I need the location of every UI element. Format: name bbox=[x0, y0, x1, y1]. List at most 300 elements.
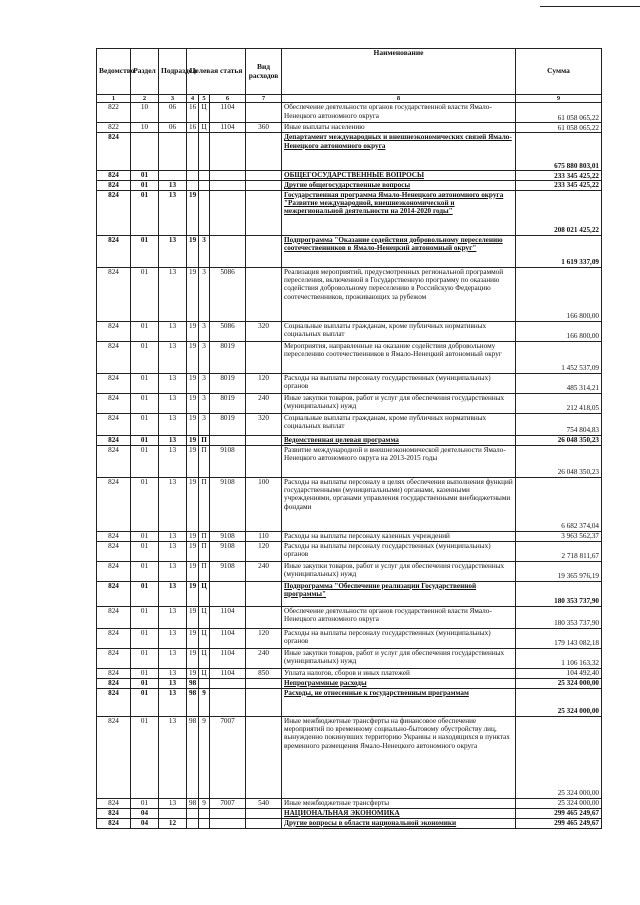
cell-expense-type bbox=[246, 688, 282, 716]
cell-subprogram bbox=[199, 678, 210, 688]
cell-subprogram: Ц bbox=[199, 648, 210, 668]
cell-article bbox=[210, 818, 246, 828]
cell-sum: 26 048 350,23 bbox=[516, 445, 602, 477]
cell-department: 822 bbox=[97, 103, 131, 123]
cell-subsection: 13 bbox=[159, 628, 187, 648]
cell-subsection: 13 bbox=[159, 668, 187, 678]
cell-article bbox=[210, 190, 246, 235]
cell-sum: 2 718 811,67 bbox=[516, 541, 602, 561]
cell-section bbox=[131, 133, 159, 171]
cell-program bbox=[187, 171, 199, 181]
cell-sum: 1 452 537,09 bbox=[516, 341, 602, 373]
cell-article bbox=[210, 133, 246, 171]
cell-department: 824 bbox=[97, 818, 131, 828]
cell-program: 19 bbox=[187, 561, 199, 581]
cell-department: 824 bbox=[97, 531, 131, 541]
cell-expense-type bbox=[246, 445, 282, 477]
cell-name: ОБЩЕГОСУДАРСТВЕННЫЕ ВОПРОСЫ bbox=[282, 171, 516, 181]
cell-sum: 25 324 000,00 bbox=[516, 688, 602, 716]
cell-department: 824 bbox=[97, 373, 131, 393]
table-row bbox=[97, 123, 602, 133]
cell-subprogram bbox=[199, 133, 210, 171]
cell-section: 01 bbox=[131, 171, 159, 181]
cell-sum: 180 353 737,90 bbox=[516, 606, 602, 628]
cell-name: Иные закупки товаров, работ и услуг для обеспечения государственных (муниципальных) нужд bbox=[282, 561, 516, 581]
cell-name: Другие общегосударственные вопросы bbox=[282, 181, 516, 190]
cell-section: 01 bbox=[131, 321, 159, 341]
table-row bbox=[97, 235, 602, 267]
cell-sum: 166 800,00 bbox=[516, 321, 602, 341]
cell-section: 01 bbox=[131, 541, 159, 561]
table-row bbox=[97, 541, 602, 561]
cell-expense-type: 120 bbox=[246, 628, 282, 648]
cell-sum: 233 345 425,22 bbox=[516, 181, 602, 190]
cell-sum: 61 058 065,22 bbox=[516, 123, 602, 133]
cell-department: 824 bbox=[97, 798, 131, 808]
cell-name: Государственная программа Ямало-Ненецкого автономного округа "Развитие международной, внешнеэкономической и межрегиональной деятельности на 2014-2020 годы" bbox=[282, 190, 516, 235]
cell-expense-type bbox=[246, 818, 282, 828]
cell-article: 7007 bbox=[210, 716, 246, 798]
cell-section: 01 bbox=[131, 341, 159, 373]
header-target-article: Целевая статья bbox=[187, 49, 246, 95]
cell-sum: 25 324 000,00 bbox=[516, 716, 602, 798]
cell-name: Расходы, не отнесенные к государственным программам bbox=[282, 688, 516, 716]
cell-department: 824 bbox=[97, 688, 131, 716]
cell-expense-type bbox=[246, 190, 282, 235]
cell-department: 824 bbox=[97, 808, 131, 818]
table-row bbox=[97, 321, 602, 341]
cell-section: 01 bbox=[131, 531, 159, 541]
cell-department: 824 bbox=[97, 477, 131, 531]
cell-program: 19 bbox=[187, 235, 199, 267]
table-row bbox=[97, 716, 602, 798]
cell-subsection: 13 bbox=[159, 561, 187, 581]
cell-subprogram: Ц bbox=[199, 668, 210, 678]
cell-program: 19 bbox=[187, 668, 199, 678]
cell-section: 01 bbox=[131, 190, 159, 235]
cell-program: 19 bbox=[187, 541, 199, 561]
cell-article: 8019 bbox=[210, 393, 246, 413]
col-number: 2 bbox=[131, 95, 159, 103]
cell-program: 19 bbox=[187, 628, 199, 648]
cell-name: Расходы на выплаты персоналу государственных (муниципальных) органов bbox=[282, 541, 516, 561]
cell-subsection: 13 bbox=[159, 606, 187, 628]
cell-subprogram bbox=[199, 190, 210, 235]
cell-name: НАЦИОНАЛЬНАЯ ЭКОНОМИКА bbox=[282, 808, 516, 818]
cell-article bbox=[210, 581, 246, 606]
cell-expense-type bbox=[246, 171, 282, 181]
cell-subprogram: 3 bbox=[199, 413, 210, 435]
cell-section: 10 bbox=[131, 123, 159, 133]
cell-name: Подпрограмма "Оказание содействия добровольному переселению соотечественников в Ямало-Ненецкий автономный округ" bbox=[282, 235, 516, 267]
cell-section: 01 bbox=[131, 477, 159, 531]
cell-sum: 61 058 065,22 bbox=[516, 103, 602, 123]
cell-program: 19 bbox=[187, 531, 199, 541]
cell-expense-type: 110 bbox=[246, 531, 282, 541]
cell-section: 01 bbox=[131, 648, 159, 668]
cell-subprogram: П bbox=[199, 561, 210, 581]
cell-subprogram: 3 bbox=[199, 393, 210, 413]
cell-subprogram: П bbox=[199, 541, 210, 561]
cell-subprogram bbox=[199, 818, 210, 828]
cell-article: 9108 bbox=[210, 477, 246, 531]
table-row bbox=[97, 688, 602, 716]
cell-program: 19 bbox=[187, 477, 199, 531]
cell-subprogram: 9 bbox=[199, 798, 210, 808]
cell-section: 01 bbox=[131, 267, 159, 321]
cell-subsection bbox=[159, 171, 187, 181]
cell-name: Иные межбюджетные трансферты bbox=[282, 798, 516, 808]
cell-expense-type bbox=[246, 181, 282, 190]
cell-section: 01 bbox=[131, 628, 159, 648]
cell-subsection: 13 bbox=[159, 190, 187, 235]
cell-name: Социальные выплаты гражданам, кроме публичных нормативных социальных выплат bbox=[282, 413, 516, 435]
cell-expense-type: 120 bbox=[246, 373, 282, 393]
table-row bbox=[97, 103, 602, 123]
cell-expense-type bbox=[246, 581, 282, 606]
cell-sum: 25 324 000,00 bbox=[516, 678, 602, 688]
column-number-row bbox=[97, 95, 602, 103]
cell-subsection bbox=[159, 133, 187, 171]
cell-subprogram: 3 bbox=[199, 321, 210, 341]
cell-department: 824 bbox=[97, 321, 131, 341]
cell-subsection: 13 bbox=[159, 267, 187, 321]
cell-sum: 104 492,40 bbox=[516, 668, 602, 678]
cell-expense-type bbox=[246, 235, 282, 267]
cell-article bbox=[210, 808, 246, 818]
cell-program: 19 bbox=[187, 393, 199, 413]
table-row bbox=[97, 413, 602, 435]
cell-subsection: 13 bbox=[159, 581, 187, 606]
cell-section: 01 bbox=[131, 581, 159, 606]
cell-department: 824 bbox=[97, 190, 131, 235]
cell-sum: 180 353 737,90 bbox=[516, 581, 602, 606]
table-row bbox=[97, 808, 602, 818]
table-row bbox=[97, 678, 602, 688]
cell-department: 824 bbox=[97, 716, 131, 798]
cell-expense-type bbox=[246, 103, 282, 123]
cell-department: 824 bbox=[97, 341, 131, 373]
cell-department: 824 bbox=[97, 445, 131, 477]
cell-section: 01 bbox=[131, 678, 159, 688]
cell-program: 19 bbox=[187, 190, 199, 235]
cell-program: 19 bbox=[187, 373, 199, 393]
header-sum: Сумма bbox=[516, 49, 602, 95]
table-row bbox=[97, 267, 602, 321]
cell-name: Иные межбюджетные трансферты на финансовое обеспечение мероприятий по временному социально-бытовому обустройству лиц, вынужденно покинувших территорию Украины и находящихся в пунктах временного размещения Ямало-Ненецкого автономного округа bbox=[282, 716, 516, 798]
cell-program: 98 bbox=[187, 688, 199, 716]
cell-name: Расходы на выплаты персоналу государственных (муниципальных) органов bbox=[282, 373, 516, 393]
cell-name: Ведомственная целевая программа bbox=[282, 435, 516, 445]
cell-department: 824 bbox=[97, 171, 131, 181]
cell-program: 19 bbox=[187, 435, 199, 445]
cell-sum: 1 619 337,09 bbox=[516, 235, 602, 267]
cell-program: 19 bbox=[187, 413, 199, 435]
cell-name: Иные выплаты населению bbox=[282, 123, 516, 133]
table-row bbox=[97, 668, 602, 678]
cell-subsection: 13 bbox=[159, 648, 187, 668]
cell-subprogram: 3 bbox=[199, 373, 210, 393]
cell-sum: 6 682 374,04 bbox=[516, 477, 602, 531]
cell-subprogram: 3 bbox=[199, 235, 210, 267]
table-row bbox=[97, 628, 602, 648]
cell-article: 1104 bbox=[210, 103, 246, 123]
cell-program: 19 bbox=[187, 581, 199, 606]
cell-subprogram bbox=[199, 171, 210, 181]
cell-program: 98 bbox=[187, 798, 199, 808]
cell-department: 824 bbox=[97, 581, 131, 606]
cell-program bbox=[187, 818, 199, 828]
col-number: 6 bbox=[210, 95, 246, 103]
cell-department: 824 bbox=[97, 678, 131, 688]
cell-name: Другие вопросы в области национальной экономики bbox=[282, 818, 516, 828]
cell-sum: 179 143 082,18 bbox=[516, 628, 602, 648]
cell-program: 19 bbox=[187, 267, 199, 321]
cell-subsection: 13 bbox=[159, 413, 187, 435]
cell-subprogram: П bbox=[199, 531, 210, 541]
cell-name: Социальные выплаты гражданам, кроме публичных нормативных социальных выплат bbox=[282, 321, 516, 341]
cell-subsection: 13 bbox=[159, 798, 187, 808]
cell-subsection: 13 bbox=[159, 678, 187, 688]
cell-expense-type bbox=[246, 716, 282, 798]
cell-department: 824 bbox=[97, 541, 131, 561]
cell-article: 1104 bbox=[210, 668, 246, 678]
cell-section: 01 bbox=[131, 393, 159, 413]
cell-name: Иные закупки товаров, работ и услуг для обеспечения государственных (муниципальных) нужд bbox=[282, 648, 516, 668]
cell-expense-type: 240 bbox=[246, 648, 282, 668]
cell-subsection: 13 bbox=[159, 541, 187, 561]
cell-expense-type bbox=[246, 808, 282, 818]
cell-sum: 299 465 249,67 bbox=[516, 808, 602, 818]
col-number: 9 bbox=[516, 95, 602, 103]
col-number: 7 bbox=[246, 95, 282, 103]
cell-name: Подпрограмма "Обеспечение реализации Государственной программы" bbox=[282, 581, 516, 606]
cell-sum: 25 324 000,00 bbox=[516, 798, 602, 808]
cell-program: 16 bbox=[187, 123, 199, 133]
cell-article: 8019 bbox=[210, 341, 246, 373]
header-row bbox=[97, 49, 602, 95]
cell-program: 19 bbox=[187, 648, 199, 668]
cell-sum: 299 465 249,67 bbox=[516, 818, 602, 828]
cell-subprogram bbox=[199, 181, 210, 190]
cell-subsection: 13 bbox=[159, 445, 187, 477]
cell-sum: 3 963 562,37 bbox=[516, 531, 602, 541]
cell-subsection: 13 bbox=[159, 373, 187, 393]
cell-subsection: 13 bbox=[159, 531, 187, 541]
cell-article: 1104 bbox=[210, 123, 246, 133]
col-number: 3 bbox=[159, 95, 187, 103]
cell-expense-type bbox=[246, 341, 282, 373]
col-number: 1 bbox=[97, 95, 131, 103]
cell-department: 824 bbox=[97, 648, 131, 668]
cell-name: Мероприятия, направленные на оказание содействия добровольному переселению соотечественников в Ямало-Ненецкий автономный округ bbox=[282, 341, 516, 373]
cell-article: 1104 bbox=[210, 648, 246, 668]
table-row bbox=[97, 393, 602, 413]
cell-program: 98 bbox=[187, 716, 199, 798]
table-row bbox=[97, 798, 602, 808]
cell-subprogram: 3 bbox=[199, 341, 210, 373]
cell-name: Обеспечение деятельности органов государственной власти Ямало-Ненецкого автономного округа bbox=[282, 606, 516, 628]
cell-section: 01 bbox=[131, 445, 159, 477]
cell-expense-type: 540 bbox=[246, 798, 282, 808]
cell-department: 822 bbox=[97, 123, 131, 133]
cell-article: 1104 bbox=[210, 606, 246, 628]
cell-expense-type bbox=[246, 435, 282, 445]
cell-section: 04 bbox=[131, 818, 159, 828]
cell-expense-type: 240 bbox=[246, 393, 282, 413]
cell-department: 824 bbox=[97, 267, 131, 321]
cell-subsection: 13 bbox=[159, 393, 187, 413]
cell-section: 01 bbox=[131, 606, 159, 628]
header-expense-type: Вид расходов bbox=[246, 49, 282, 95]
cell-subprogram: П bbox=[199, 477, 210, 531]
table-row bbox=[97, 341, 602, 373]
cell-subsection: 06 bbox=[159, 123, 187, 133]
cell-name: Непрограммные расходы bbox=[282, 678, 516, 688]
cell-subprogram: П bbox=[199, 435, 210, 445]
cell-program: 19 bbox=[187, 321, 199, 341]
table-row bbox=[97, 373, 602, 393]
table-row bbox=[97, 181, 602, 190]
cell-section: 01 bbox=[131, 688, 159, 716]
cell-department: 824 bbox=[97, 668, 131, 678]
cell-name: Иные закупки товаров, работ и услуг для обеспечения государственных (муниципальных) нужд bbox=[282, 393, 516, 413]
cell-expense-type: 240 bbox=[246, 561, 282, 581]
cell-article: 9108 bbox=[210, 541, 246, 561]
cell-subsection bbox=[159, 808, 187, 818]
cell-sum: 208 021 425,22 bbox=[516, 190, 602, 235]
cell-subprogram: Ц bbox=[199, 628, 210, 648]
cell-subprogram: Ц bbox=[199, 581, 210, 606]
cell-section: 01 bbox=[131, 413, 159, 435]
cell-program bbox=[187, 133, 199, 171]
cell-expense-type bbox=[246, 678, 282, 688]
cell-subprogram: Ц bbox=[199, 103, 210, 123]
header-ved: Ведомство bbox=[97, 49, 131, 95]
cell-article: 5086 bbox=[210, 321, 246, 341]
cell-article bbox=[210, 435, 246, 445]
cell-article bbox=[210, 678, 246, 688]
cell-name: Уплата налогов, сборов и иных платежей bbox=[282, 668, 516, 678]
table-row bbox=[97, 445, 602, 477]
cell-article: 8019 bbox=[210, 413, 246, 435]
cell-expense-type: 120 bbox=[246, 541, 282, 561]
cell-department: 824 bbox=[97, 413, 131, 435]
cell-expense-type bbox=[246, 133, 282, 171]
cell-sum: 26 048 350,23 bbox=[516, 435, 602, 445]
cell-department: 824 bbox=[97, 393, 131, 413]
header-razdel: Раздел bbox=[131, 49, 159, 95]
cell-expense-type: 850 bbox=[246, 668, 282, 678]
cell-program bbox=[187, 808, 199, 818]
cell-subprogram: 9 bbox=[199, 716, 210, 798]
cell-name: Департамент международных и внешнеэкономических связей Ямало-Ненецкого автономного округа bbox=[282, 133, 516, 171]
cell-subsection: 13 bbox=[159, 435, 187, 445]
col-number: 8 bbox=[282, 95, 516, 103]
cell-department: 824 bbox=[97, 133, 131, 171]
cell-name: Расходы на выплаты персоналу казенных учреждений bbox=[282, 531, 516, 541]
header-name: Наименование bbox=[282, 49, 516, 95]
cell-section: 01 bbox=[131, 235, 159, 267]
top-rule-line bbox=[540, 6, 640, 7]
header-podrazdel: Подраздел bbox=[159, 49, 187, 95]
cell-article: 9108 bbox=[210, 531, 246, 541]
cell-subsection: 13 bbox=[159, 321, 187, 341]
col-number: 5 bbox=[199, 95, 210, 103]
table-row bbox=[97, 648, 602, 668]
cell-section: 01 bbox=[131, 561, 159, 581]
table-row bbox=[97, 818, 602, 828]
cell-article bbox=[210, 171, 246, 181]
cell-sum: 1 106 163,32 bbox=[516, 648, 602, 668]
cell-program: 98 bbox=[187, 678, 199, 688]
cell-sum: 485 314,21 bbox=[516, 373, 602, 393]
cell-department: 824 bbox=[97, 435, 131, 445]
cell-subsection: 13 bbox=[159, 235, 187, 267]
cell-subsection: 13 bbox=[159, 477, 187, 531]
budget-table bbox=[96, 48, 602, 829]
cell-department: 824 bbox=[97, 235, 131, 267]
cell-subprogram bbox=[199, 808, 210, 818]
cell-subsection: 13 bbox=[159, 716, 187, 798]
cell-section: 10 bbox=[131, 103, 159, 123]
cell-section: 01 bbox=[131, 798, 159, 808]
col-number: 4 bbox=[187, 95, 199, 103]
cell-section: 01 bbox=[131, 435, 159, 445]
table-row bbox=[97, 581, 602, 606]
cell-program: 16 bbox=[187, 103, 199, 123]
cell-section: 04 bbox=[131, 808, 159, 818]
cell-article: 5086 bbox=[210, 267, 246, 321]
cell-expense-type: 100 bbox=[246, 477, 282, 531]
cell-section: 01 bbox=[131, 373, 159, 393]
cell-program bbox=[187, 181, 199, 190]
table-row bbox=[97, 435, 602, 445]
cell-article bbox=[210, 181, 246, 190]
cell-expense-type: 360 bbox=[246, 123, 282, 133]
cell-department: 824 bbox=[97, 606, 131, 628]
cell-department: 824 bbox=[97, 561, 131, 581]
cell-program: 19 bbox=[187, 445, 199, 477]
cell-subsection: 13 bbox=[159, 688, 187, 716]
cell-sum: 166 800,00 bbox=[516, 267, 602, 321]
cell-subprogram: Ц bbox=[199, 606, 210, 628]
cell-program: 19 bbox=[187, 606, 199, 628]
table-row bbox=[97, 171, 602, 181]
cell-name: Реализация мероприятий, предусмотренных региональной программой переселения, включенной в Государственную программу по оказанию содействия добровольному переселению в Российскую Федерацию соотечественников, проживающих за рубежом bbox=[282, 267, 516, 321]
table-row bbox=[97, 477, 602, 531]
cell-section: 01 bbox=[131, 716, 159, 798]
cell-subsection: 13 bbox=[159, 341, 187, 373]
cell-article: 9108 bbox=[210, 561, 246, 581]
cell-subsection: 12 bbox=[159, 818, 187, 828]
cell-article: 1104 bbox=[210, 628, 246, 648]
cell-article bbox=[210, 688, 246, 716]
cell-article: 9108 bbox=[210, 445, 246, 477]
cell-sum: 19 365 976,19 bbox=[516, 561, 602, 581]
cell-department: 824 bbox=[97, 181, 131, 190]
cell-name: Расходы на выплаты персоналу государственных (муниципальных) органов bbox=[282, 628, 516, 648]
cell-name: Развитие международной и внешнеэкономической деятельности Ямало-Ненецкого автономного округа на 2013-2015 годы bbox=[282, 445, 516, 477]
cell-subprogram: Ц bbox=[199, 123, 210, 133]
cell-expense-type: 320 bbox=[246, 321, 282, 341]
cell-expense-type bbox=[246, 267, 282, 321]
cell-expense-type: 320 bbox=[246, 413, 282, 435]
table-row bbox=[97, 606, 602, 628]
cell-subprogram: 9 bbox=[199, 688, 210, 716]
cell-section: 01 bbox=[131, 668, 159, 678]
cell-sum: 675 880 803,01 bbox=[516, 133, 602, 171]
